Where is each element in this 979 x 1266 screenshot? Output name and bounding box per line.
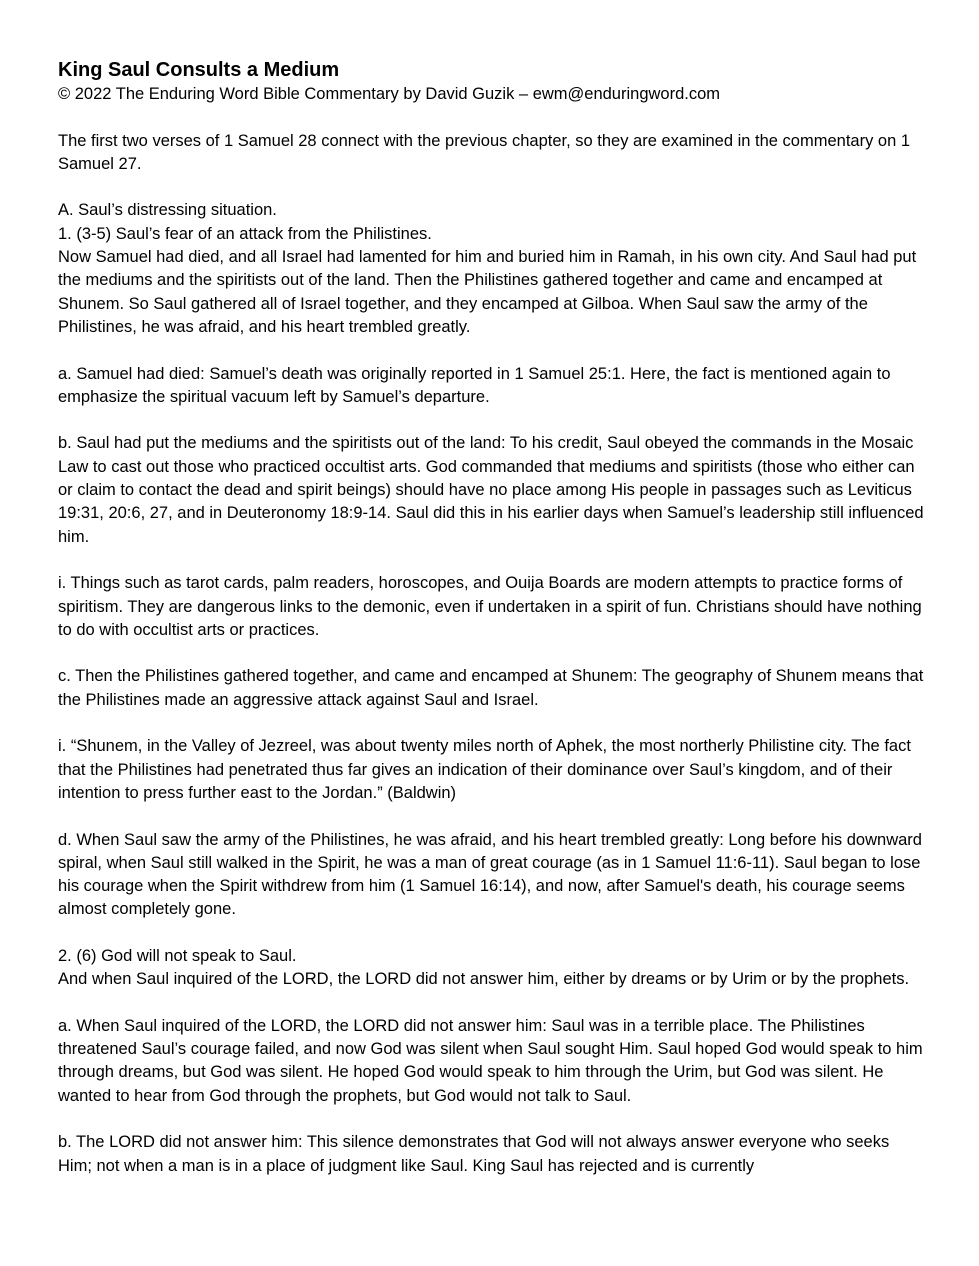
- commentary-block: [58, 829, 926, 922]
- section-heading: A. Saul’s distressing situation.: [58, 201, 277, 220]
- commentary-block: [58, 735, 926, 805]
- commentary-block: [58, 363, 926, 410]
- quotation-paragraph: i. “Shunem, in the Valley of Jezreel, was about twenty miles north of Aphek, the most northerly Philistine city. The fact that the Philistines had penetrated thus far gives an indication of their dominance over Saul’s kingdom, and of their intention to press further east to the Jordan.” (Baldwin): [58, 737, 911, 802]
- commentary-paragraph: b. The LORD did not answer him: This silence demonstrates that God will not always answer everyone who seeks Him; not when a man is in a place of judgment like Saul. King Saul has rejected and is currently: [58, 1133, 890, 1175]
- commentary-paragraph: d. When Saul saw the army of the Philistines, he was afraid, and his heart trembled greatly: Long before his downward spiral, when Saul still walked in the Spirit, he was a man of great courage (as in 1 Samuel 11:6-11). Saul began to lose his courage when the Spirit withdrew from him (1 Samuel 16:14), and now, after Samuel's death, his courage seems almost completely gone.: [58, 830, 922, 919]
- point-2-block: [58, 945, 926, 992]
- commentary-paragraph: a. When Saul inquired of the LORD, the LORD did not answer him: Saul was in a terrible place. The Philistines threatened Saul’s courage failed, and now God was silent when Saul sought Him. Saul hoped God would speak to him through dreams, but God was silent. He hoped God would speak to him through the Urim, but God was silent. He wanted to hear from God through the prophets, but God would not talk to Saul.: [58, 1016, 923, 1105]
- scripture-passage: Now Samuel had died, and all Israel had lamented for him and buried him in Ramah, in his own city. And Saul had put the mediums and the spiritists out of the land. Then the Philistines gathered together and came and encamped at Shunem. So Saul gathered all of Israel together, and they encamped at Gilboa. When Saul saw the army of the Philistines, he was afraid, and his heart trembled greatly.: [58, 248, 917, 336]
- commentary-paragraph: i. Things such as tarot cards, palm readers, horoscopes, and Ouija Boards are modern attempts to practice forms of spiritism. They are dangerous links to the demonic, even if undertaken in a spirit of fun. Christians should have nothing to do with occultist arts or practices.: [58, 574, 922, 639]
- commentary-block: [58, 1131, 926, 1178]
- commentary-block: [58, 665, 926, 712]
- commentary-paragraph: b. Saul had put the mediums and the spiritists out of the land: To his credit, Saul obeyed the commands in the Mosaic Law to cast out those who practiced occultist arts. God commanded that mediums and spiritists (those who either can or claim to contact the dead and spirit beings) should have no place among His people in passages such as Leviticus 19:31, 20:6, 27, and in Deuteronomy 18:9-14. Saul did this in his earlier days when Samuel’s leadership still influenced him.: [58, 434, 924, 546]
- commentary-block: [58, 1015, 926, 1108]
- intro-block: [58, 130, 926, 177]
- section-a-block: [58, 199, 926, 339]
- commentary-paragraph: c. Then the Philistines gathered together, and came and encamped at Shunem: The geography of Shunem means that the Philistines made an aggressive attack against Saul and Israel.: [58, 667, 924, 709]
- document-title: King Saul Consults a Medium: [58, 59, 340, 81]
- commentary-block: [58, 432, 926, 548]
- point-heading: 2. (6) God will not speak to Saul.: [58, 946, 297, 965]
- copyright-line: © 2022 The Enduring Word Bible Commentary by David Guzik – ewm@enduringword.com: [58, 85, 721, 103]
- commentary-paragraph: a. Samuel had died: Samuel’s death was originally reported in 1 Samuel 25:1. Here, the fact is mentioned again to emphasize the spiritual vacuum left by Samuel’s departure.: [58, 364, 891, 406]
- intro-paragraph: The first two verses of 1 Samuel 28 connect with the previous chapter, so they are examined in the commentary on 1 Samuel 27.: [58, 131, 911, 173]
- commentary-block: [58, 572, 926, 642]
- point-heading: 1. (3-5) Saul’s fear of an attack from the Philistines.: [58, 224, 432, 243]
- document-body: [58, 58, 926, 1178]
- scripture-passage: And when Saul inquired of the LORD, the LORD did not answer him, either by dreams or by Urim or by the prophets.: [58, 970, 910, 989]
